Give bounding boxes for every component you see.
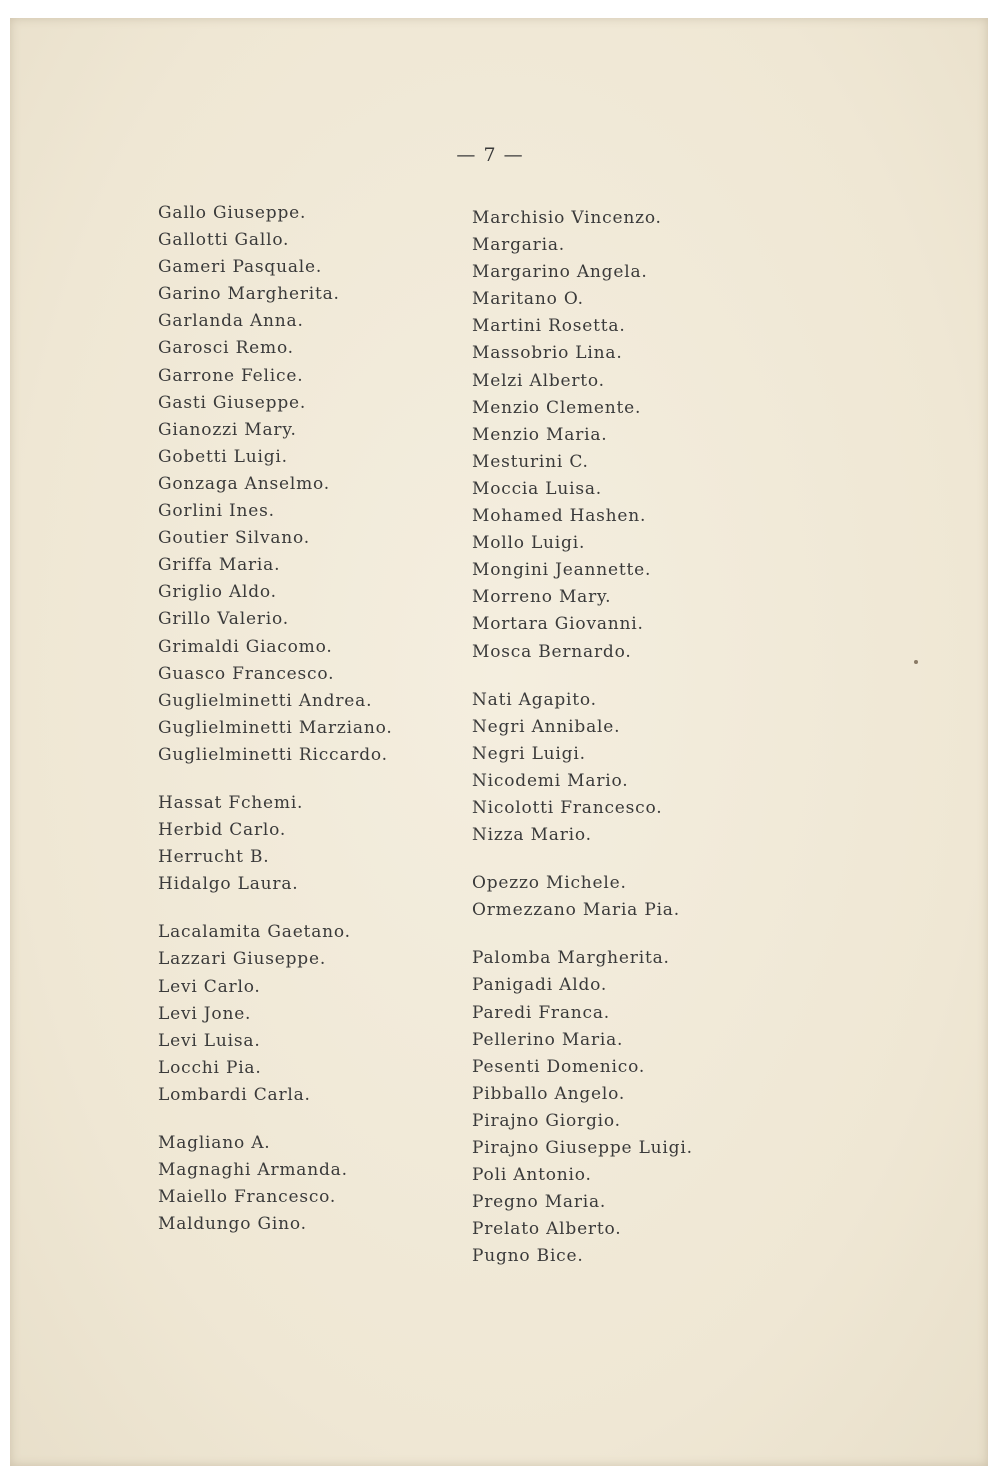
- list-item: Gobetti Luigi.: [158, 446, 288, 467]
- list-item: Pirajno Giorgio.: [472, 1110, 621, 1131]
- list-item: Panigadi Aldo.: [472, 975, 608, 996]
- list-item: Negri Luigi.: [472, 743, 586, 764]
- list-item: Goutier Silvano.: [158, 528, 310, 549]
- list-item: Hassat Fchemi.: [158, 792, 304, 813]
- list-item: Opezzo Michele.: [472, 873, 627, 894]
- list-item: Hidalgo Laura.: [158, 874, 299, 895]
- list-item: Locchi Pia.: [158, 1057, 262, 1078]
- list-item: Prelato Alberto.: [472, 1219, 622, 1240]
- list-item: Pellerino Maria.: [472, 1029, 624, 1050]
- list-item: Gameri Pasquale.: [158, 257, 323, 278]
- list-item: Nicodemi Mario.: [472, 770, 629, 791]
- list-item: Moccia Luisa.: [472, 478, 602, 499]
- list-item: Gorlini Ines.: [158, 501, 275, 522]
- list-item: Garlanda Anna.: [158, 311, 304, 332]
- page-number: — 7 —: [456, 144, 524, 166]
- list-item: Margaria.: [472, 235, 565, 256]
- group-spacer: [472, 924, 802, 945]
- list-item: Magliano A.: [158, 1133, 271, 1153]
- list-item: Gasti Giuseppe.: [158, 392, 307, 413]
- list-item: Palomba Margherita.: [472, 948, 670, 969]
- list-item: Mosca Bernardo.: [472, 641, 632, 662]
- list-item: Negri Annibale.: [472, 716, 621, 737]
- list-item: Guglielminetti Riccardo.: [158, 744, 388, 765]
- list-item: Martini Rosetta.: [472, 316, 626, 337]
- list-item: Garino Margherita.: [158, 284, 340, 305]
- list-item: Massobrio Lina.: [472, 343, 623, 364]
- list-item: Lombardi Carla.: [158, 1084, 311, 1105]
- list-item: Grimaldi Giacomo.: [158, 636, 333, 657]
- list-item: Garosci Remo.: [158, 338, 294, 359]
- list-item: Margarino Angela.: [472, 262, 648, 283]
- list-item: Lacalamita Gaetano.: [158, 922, 351, 943]
- list-item: Magnaghi Armanda.: [158, 1160, 348, 1181]
- group-spacer: [472, 849, 802, 870]
- list-item: Paredi Franca.: [472, 1002, 610, 1023]
- list-item: Maiello Francesco.: [158, 1187, 337, 1208]
- group-spacer: [158, 898, 458, 919]
- paper-speck: [914, 660, 918, 664]
- list-item: Nicolotti Francesco.: [472, 797, 663, 818]
- list-item: Mollo Luigi.: [472, 533, 586, 554]
- list-item: Poli Antonio.: [472, 1165, 592, 1186]
- list-item: Gianozzi Mary.: [158, 419, 297, 440]
- list-item: Pugno Bice.: [472, 1246, 584, 1267]
- list-item: Ormezzano Maria Pia.: [472, 900, 680, 921]
- group-spacer: [472, 666, 802, 687]
- list-item: Herbid Carlo.: [158, 820, 287, 841]
- document-page: [10, 18, 988, 1466]
- list-item: Marchisio Vincenzo.: [472, 208, 662, 228]
- group-spacer: [158, 769, 458, 790]
- group-spacer: [158, 1109, 458, 1130]
- list-item: Levi Carlo.: [158, 976, 261, 997]
- list-item: Mesturini C.: [472, 451, 589, 472]
- list-item: Menzio Clemente.: [472, 397, 642, 418]
- list-item: Lazzari Giuseppe.: [158, 949, 327, 970]
- list-item: Garrone Felice.: [158, 365, 304, 386]
- list-item: Gallotti Gallo.: [158, 230, 290, 251]
- list-item: Herrucht B.: [158, 847, 270, 868]
- list-item: Pregno Maria.: [472, 1192, 607, 1213]
- list-item: Menzio Maria.: [472, 424, 608, 445]
- list-item: Melzi Alberto.: [472, 370, 605, 391]
- list-item: Griffa Maria.: [158, 555, 281, 576]
- list-item: Pesenti Domenico.: [472, 1056, 646, 1077]
- list-item: Nati Agapito.: [472, 689, 597, 710]
- list-item: Grillo Valerio.: [158, 609, 289, 630]
- list-item: Morreno Mary.: [472, 587, 612, 608]
- list-item: Guglielminetti Andrea.: [158, 690, 373, 711]
- list-item: Griglio Aldo.: [158, 582, 277, 603]
- list-item: Mongini Jeannette.: [472, 560, 652, 581]
- list-item: Gallo Giuseppe.: [158, 203, 307, 223]
- list-item: Maldungo Gino.: [158, 1214, 307, 1235]
- list-item: Levi Luisa.: [158, 1030, 261, 1051]
- list-item: Guasco Francesco.: [158, 663, 335, 684]
- name-list-left: [158, 200, 458, 1238]
- list-item: Gonzaga Anselmo.: [158, 473, 330, 494]
- list-item: Nizza Mario.: [472, 825, 592, 846]
- name-list-right: [472, 205, 802, 1270]
- list-item: Pirajno Giuseppe Luigi.: [472, 1138, 693, 1158]
- list-item: Maritano O.: [472, 289, 584, 310]
- list-item: Mortara Giovanni.: [472, 614, 644, 635]
- list-item: Pibballo Angelo.: [472, 1083, 626, 1104]
- list-item: Levi Jone.: [158, 1003, 252, 1024]
- list-item: Mohamed Hashen.: [472, 506, 647, 527]
- list-item: Guglielminetti Marziano.: [158, 717, 393, 738]
